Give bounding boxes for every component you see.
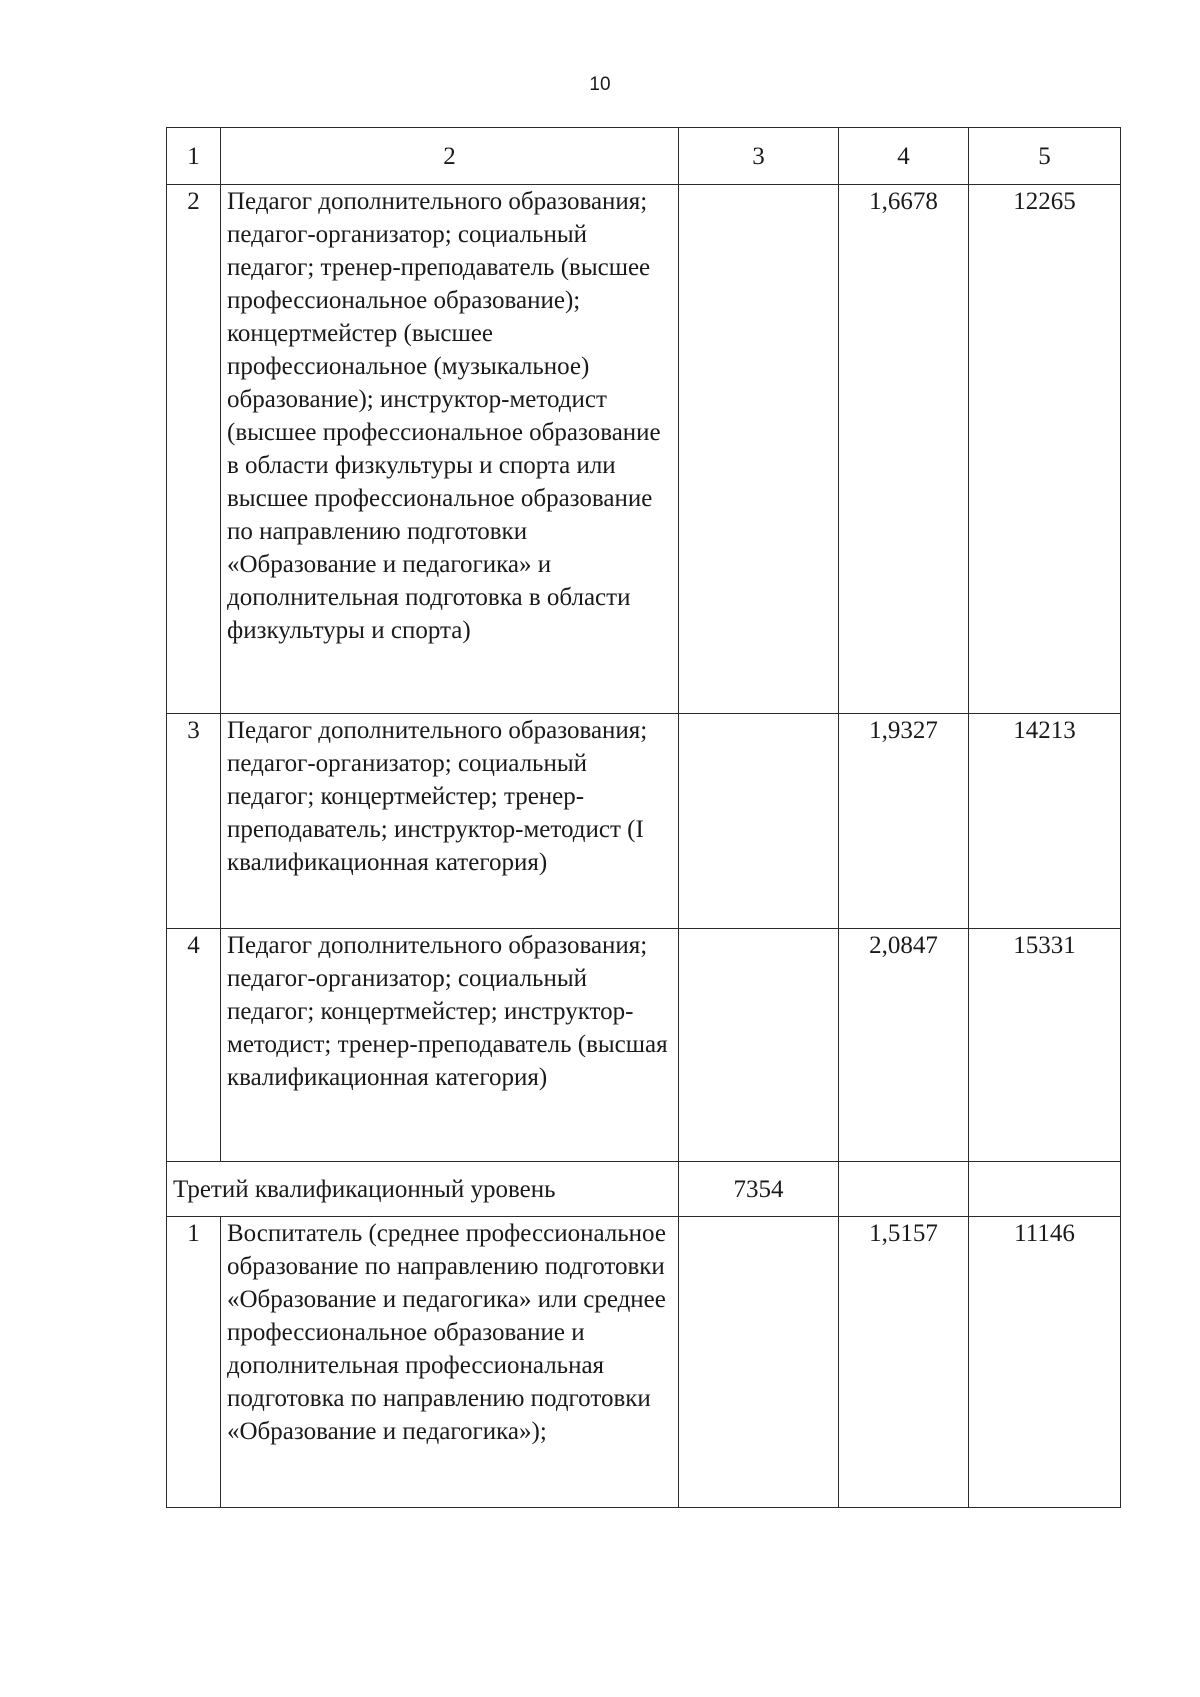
page-number: 10 — [589, 74, 611, 95]
table-row — [167, 185, 1121, 714]
base-salary-cell — [679, 1217, 839, 1508]
qualification-level-row — [167, 1162, 1121, 1217]
salary-cell: 15331 — [969, 929, 1121, 1162]
position-description: Воспитатель (среднее профессиональное образование по направлению подготовки «Образование и педагогика» или среднее профессиональное образование и дополнительная профессиональная подготовка по направлению подготовки «Образование и педагогика»); — [221, 1217, 679, 1508]
header-cell-5: 5 — [969, 128, 1121, 185]
coefficient-cell: 1,6678 — [839, 185, 969, 714]
salary-cell: 12265 — [969, 185, 1121, 714]
header-cell-3: 3 — [679, 128, 839, 185]
salary-cell: 14213 — [969, 714, 1121, 929]
row-number: 1 — [167, 1217, 221, 1508]
coefficient-cell: 1,9327 — [839, 714, 969, 929]
header-cell-2: 2 — [221, 128, 679, 185]
row-number: 4 — [167, 929, 221, 1162]
base-salary-cell — [679, 714, 839, 929]
position-description: Педагог дополнительного образования; педагог-организатор; социальный педагог; тренер-преподаватель (высшее профессиональное образование); концертмейстер (высшее профессиональное (музыкальное) образование); инструктор-методист (высшее профессиональное образование в области физкультуры и спорта или высшее профессиональное образование по направлению подготовки «Образование и педагогика» и дополнительная подготовка в области физкультуры и спорта) — [221, 185, 679, 714]
base-salary-cell — [679, 185, 839, 714]
base-salary-cell — [679, 929, 839, 1162]
table-row — [167, 714, 1121, 929]
empty-cell — [839, 1162, 969, 1217]
salary-cell: 11146 — [969, 1217, 1121, 1508]
row-number: 3 — [167, 714, 221, 929]
position-description: Педагог дополнительного образования; педагог-организатор; социальный педагог; концертмейстер; инструктор-методист; тренер-преподаватель (высшая квалификационная категория) — [221, 929, 679, 1162]
table-header-row — [167, 128, 1121, 185]
header-cell-4: 4 — [839, 128, 969, 185]
qualification-level-label: Третий квалификационный уровень — [167, 1162, 679, 1217]
salary-table — [166, 127, 1121, 1508]
table-row — [167, 929, 1121, 1162]
header-cell-1: 1 — [167, 128, 221, 185]
table-row — [167, 1217, 1121, 1508]
coefficient-cell: 1,5157 — [839, 1217, 969, 1508]
row-number: 2 — [167, 185, 221, 714]
qualification-level-base-salary: 7354 — [679, 1162, 839, 1217]
position-description: Педагог дополнительного образования; педагог-организатор; социальный педагог; концертмейстер; тренер-преподаватель; инструктор-методист (I квалификационная категория) — [221, 714, 679, 929]
coefficient-cell: 2,0847 — [839, 929, 969, 1162]
empty-cell — [969, 1162, 1121, 1217]
